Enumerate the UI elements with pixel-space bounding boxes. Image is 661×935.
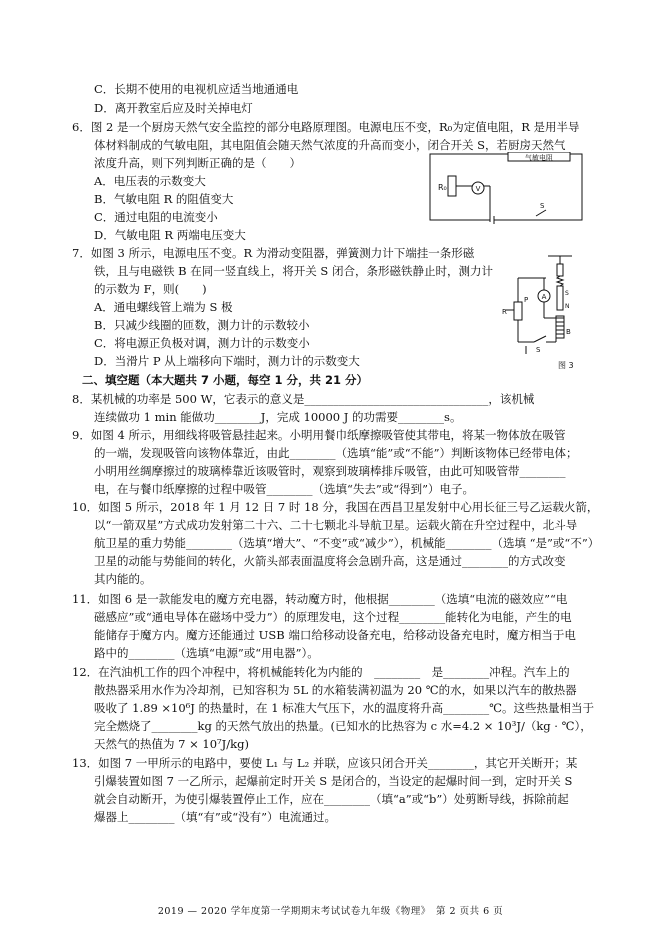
figure-2-sensor-label: 气敏电阻 [525, 154, 553, 162]
text-line: C．将电源正负极对调，测力计的示数变小 [94, 336, 310, 350]
figure-3-s-label: S [536, 346, 541, 354]
text-line: 的示数为 F，则( ) [94, 282, 207, 296]
text-line: 体材料制成的气敏电阻，其电阻值会随天然气浓度的升高而变小，闭合开关 S，若厨房天然气 [94, 138, 566, 152]
text-line: 能储存于魔方内。魔方还能通过 USB 端口给移动设备充电，给移动设备充电时，魔方相当于电 [94, 628, 576, 642]
text-line: D．气敏电阻 R 两端电压变大 [94, 228, 246, 242]
text-line: 就会自动断开，为使引爆装置停止工作，应在________（填“a”或“b”）处剪断导线，拆除前起 [94, 792, 569, 806]
text-line: 13．如图 7 一甲所示的电路中，要使 L₁ 与 L₂ 并联，应该只闭合开关________，其它开关断开；某 [72, 756, 578, 770]
text-line: 连续做功 1 min 能做功________J，完成 10000 J 的功需要________s。 [94, 410, 462, 424]
text-line: 散热器采用水作为冷却剂，已知容积为 5L 的水箱装满初温为 20 ℃的水，如果以汽车的散热器 [94, 683, 577, 697]
text-line: 天然气的热值为 7 × 10⁷J/kg) [94, 737, 249, 751]
page-footer: 2019 — 2020 学年度第一学期期末考试试卷九年级《物理》 第 2 页共 6 页 [157, 906, 504, 917]
figure-3-caption: 图 3 [558, 361, 574, 370]
text-line: D．当滑片 P 从上端移向下端时，测力计的示数变大 [94, 354, 360, 368]
text-line: 以“一箭双星”方式成功发射第二十六、二十七颗北斗导航卫星。运载火箭在升空过程中，北斗导 [94, 518, 578, 532]
text-line: 浓度升高，则下列判断正确的是（ ） [94, 156, 301, 170]
text-line: 卫星的动能与势能间的转化，火箭头部表面温度将会急剧升高，这是通过________的方式改变 [94, 554, 566, 568]
text-line: 完全燃烧了________kg 的天然气放出的热量。(已知水的比热容为 c 水=4.2 × 10³J/（kg · ℃）， [94, 719, 592, 733]
text-line: 铁，且与电磁铁 B 在同一竖直线上，将开关 S 闭合，条形磁铁静止时，测力计 [94, 264, 493, 278]
text-line: 9．如图 4 所示，用细线将吸管悬挂起来。小明用餐巾纸摩擦吸管使其带电，将某一物体放在吸管 [72, 428, 566, 442]
figure-3-p-label: P [524, 296, 529, 304]
figure-3-b-label: B [566, 328, 571, 336]
text-line: 爆器上________（填“有”或“没有”）电流通过。 [94, 810, 337, 824]
text-line: B．气敏电阻 R 的阻值变大 [94, 192, 234, 206]
figure-3-meter-label: A [541, 293, 547, 301]
text-line: C．通过电阻的电流变小 [94, 210, 218, 224]
text-line: A．电压表的示数变大 [94, 174, 206, 188]
text-line: B．只减少线圈的匝数，测力计的示数较小 [94, 318, 310, 332]
figure-2-circuit [426, 152, 586, 224]
text-line: 二、填空题（本大题共 7 小题，每空 1 分，共 21 分） [82, 373, 369, 387]
text-line: 8．某机械的功率是 500 W，它表示的意义是________________________________，该机械 [72, 392, 535, 406]
text-line: 12．在汽油机工作的四个冲程中，将机械能转化为内能的 ________ 是________冲程。汽车上的 [72, 665, 570, 679]
text-line: 7．如图 3 所示，电源电压不变。R 为滑动变阻器，弹簧测力计下端挂一条形磁 [72, 246, 475, 260]
figure-3-r-label: R [502, 308, 507, 316]
text-line: 引爆装置如图 7 一乙所示，起爆前定时开关 S 是闭合的，当设定的起爆时间一到，定时开关 S [94, 774, 573, 788]
figure-3-magnet-s: S [565, 290, 569, 297]
figure-3-electromagnet [498, 250, 584, 372]
text-line: 路中的________（选填“电源”或“用电器”）。 [94, 646, 319, 660]
figure-2-r0-label: R₀ [438, 183, 447, 192]
figure-2-switch-label: S [540, 202, 545, 210]
text-line: 航卫星的重力势能________（选填“增大”、“不变”或“减少”），机械能________（选填 “是”或“不”） [94, 536, 600, 550]
text-line: A．通电螺线管上端为 S 极 [94, 300, 233, 314]
text-line: D．离开教室后应及时关掉电灯 [94, 101, 253, 115]
figure-3-magnet-n: N [565, 303, 570, 310]
figure-2-voltmeter-label: V [475, 185, 481, 193]
text-line: 电，在与餐巾纸摩擦的过程中吸管________（选填“失去”或“得到”）电子。 [94, 482, 475, 496]
text-line: 其内能的。 [94, 572, 152, 586]
text-line: 10．如图 5 所示，2018 年 1 月 12 日 7 时 18 分，我国在西昌卫星发射中心用长征三号乙运载火箭， [72, 500, 599, 514]
text-line: 磁感应”或“通电导体在磁场中受力”）的原理发电，这个过程________能转化为电能，产生的电 [94, 610, 572, 624]
text-line: 吸收了 1.89 ×10⁶J 的热量时，在 1 标准大气压下，水的温度将升高________℃。这些热量相当于 [94, 701, 595, 715]
text-line: 小明用丝绸摩擦过的玻璃棒靠近该吸管时，观察到玻璃棒排斥吸管，由此可知吸管带________ [94, 464, 566, 478]
text-line: 的一端，发现吸管向该物体靠近，由此________（选填“能”或“不能”）判断该物体已经带电体； [94, 446, 578, 460]
text-line: 11．如图 6 是一款能发电的魔方充电器，转动魔方时，他根据________（选填“电流的磁效应”“电 [72, 592, 568, 606]
text-line: 6．图 2 是一个厨房天然气安全监控的部分电路原理图。电源电压不变，R₀为定值电阻，R 是用半导 [72, 120, 580, 134]
text-line: C．长期不使用的电视机应适当地通通电 [94, 82, 299, 96]
